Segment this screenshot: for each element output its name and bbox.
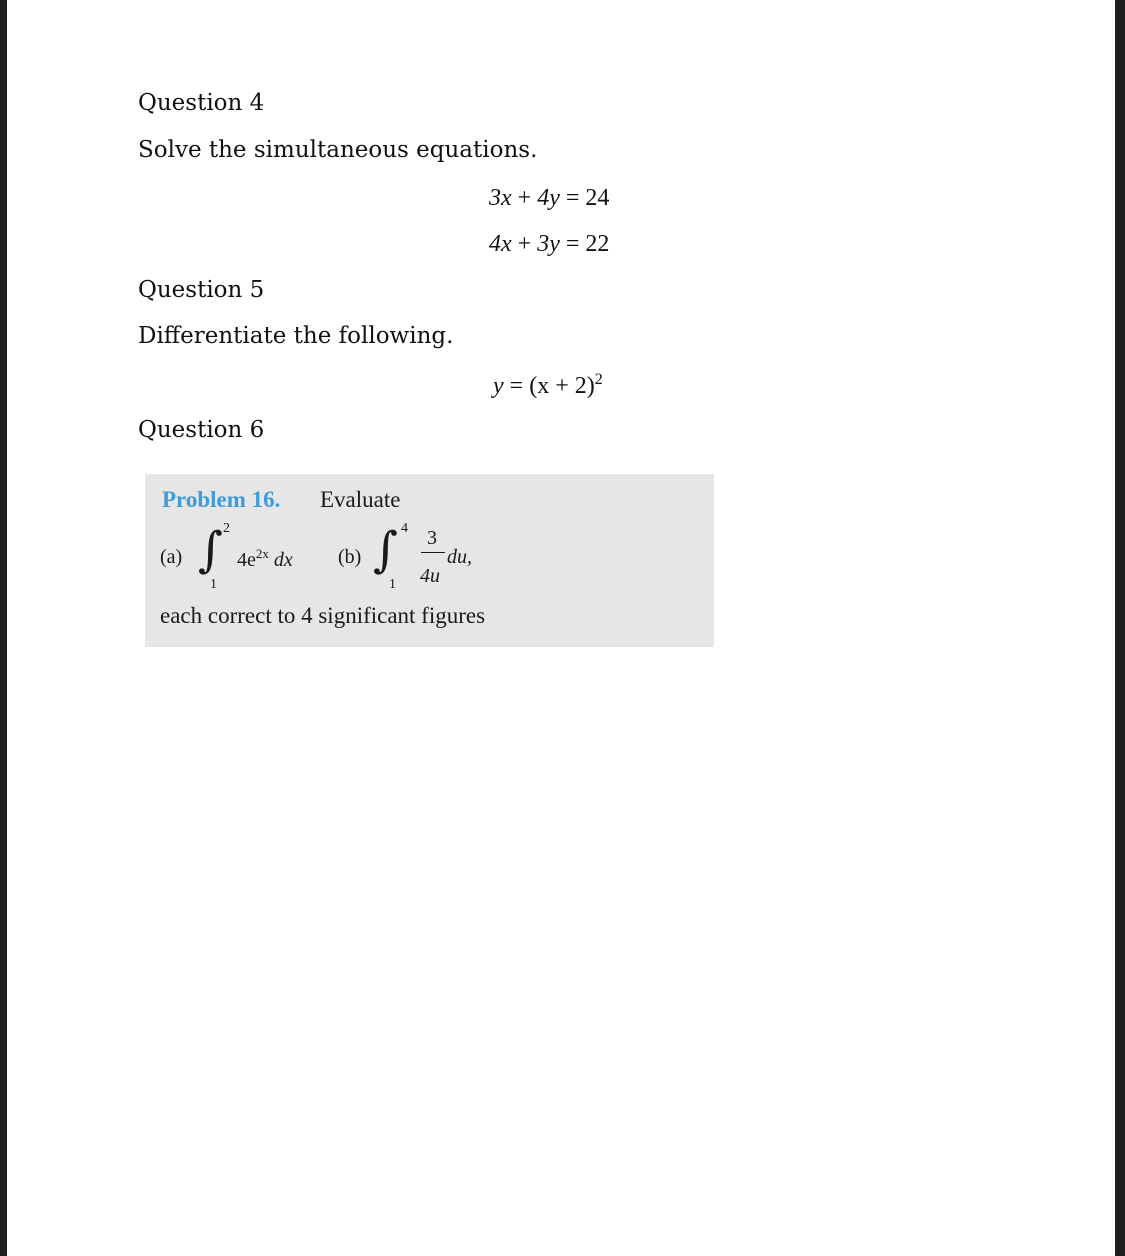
- part-a-base: 4e: [237, 549, 256, 571]
- eq2-term-b: 3y: [537, 231, 560, 257]
- part-b-du: du,: [447, 546, 472, 568]
- part-b-denominator: 4u: [420, 565, 440, 587]
- question-5-heading: Question 5: [138, 277, 265, 303]
- problem-label: Problem 16.: [162, 487, 281, 512]
- eq1-term-a: 3x: [489, 185, 512, 211]
- part-a-upper-limit: 2: [223, 521, 230, 536]
- problem-box: [145, 474, 714, 647]
- integral-sign-a: ∫: [198, 522, 224, 578]
- page-right-edge: [1115, 0, 1125, 1256]
- part-a-integrand: [237, 547, 293, 570]
- question-4-heading: Question 4: [138, 90, 265, 116]
- eq3-lhs: y: [493, 373, 504, 399]
- part-b-upper-limit: 4: [401, 521, 408, 536]
- eq2-rhs: 22: [585, 231, 610, 257]
- problem-footer: each correct to 4 significant figures: [160, 603, 486, 628]
- part-a-exponent: 2x: [255, 546, 269, 561]
- part-b-lower-limit: 1: [389, 577, 396, 592]
- question-5-instruction: Differentiate the following.: [138, 323, 454, 349]
- eq3-exponent: 2: [594, 371, 603, 388]
- question-4-instruction: Solve the simultaneous equations.: [138, 137, 538, 163]
- question-6-heading: Question 6: [138, 417, 265, 443]
- integral-sign-b: ∫: [373, 522, 399, 578]
- part-a-label: (a): [160, 546, 183, 568]
- equation-1: 3x + 4y = 24: [489, 185, 610, 211]
- equation-3: $y = (x + 2)^2$: [493, 371, 603, 399]
- page-left-edge: [0, 0, 7, 1256]
- equation-2: 4x + 3y = 22: [489, 231, 610, 257]
- part-a-dx: dx: [273, 549, 293, 571]
- part-b-label: (b): [338, 546, 362, 568]
- eq1-term-b: 4y: [537, 185, 560, 211]
- part-b-fraction-bar: [421, 552, 445, 553]
- eq2-term-a: 4x: [489, 231, 512, 257]
- problem-verb: Evaluate: [320, 487, 401, 512]
- eq3-rhs: (x + 2): [529, 373, 595, 399]
- part-a-lower-limit: 1: [210, 577, 217, 592]
- eq1-rhs: 24: [585, 185, 610, 211]
- part-b-numerator: 3: [427, 527, 437, 549]
